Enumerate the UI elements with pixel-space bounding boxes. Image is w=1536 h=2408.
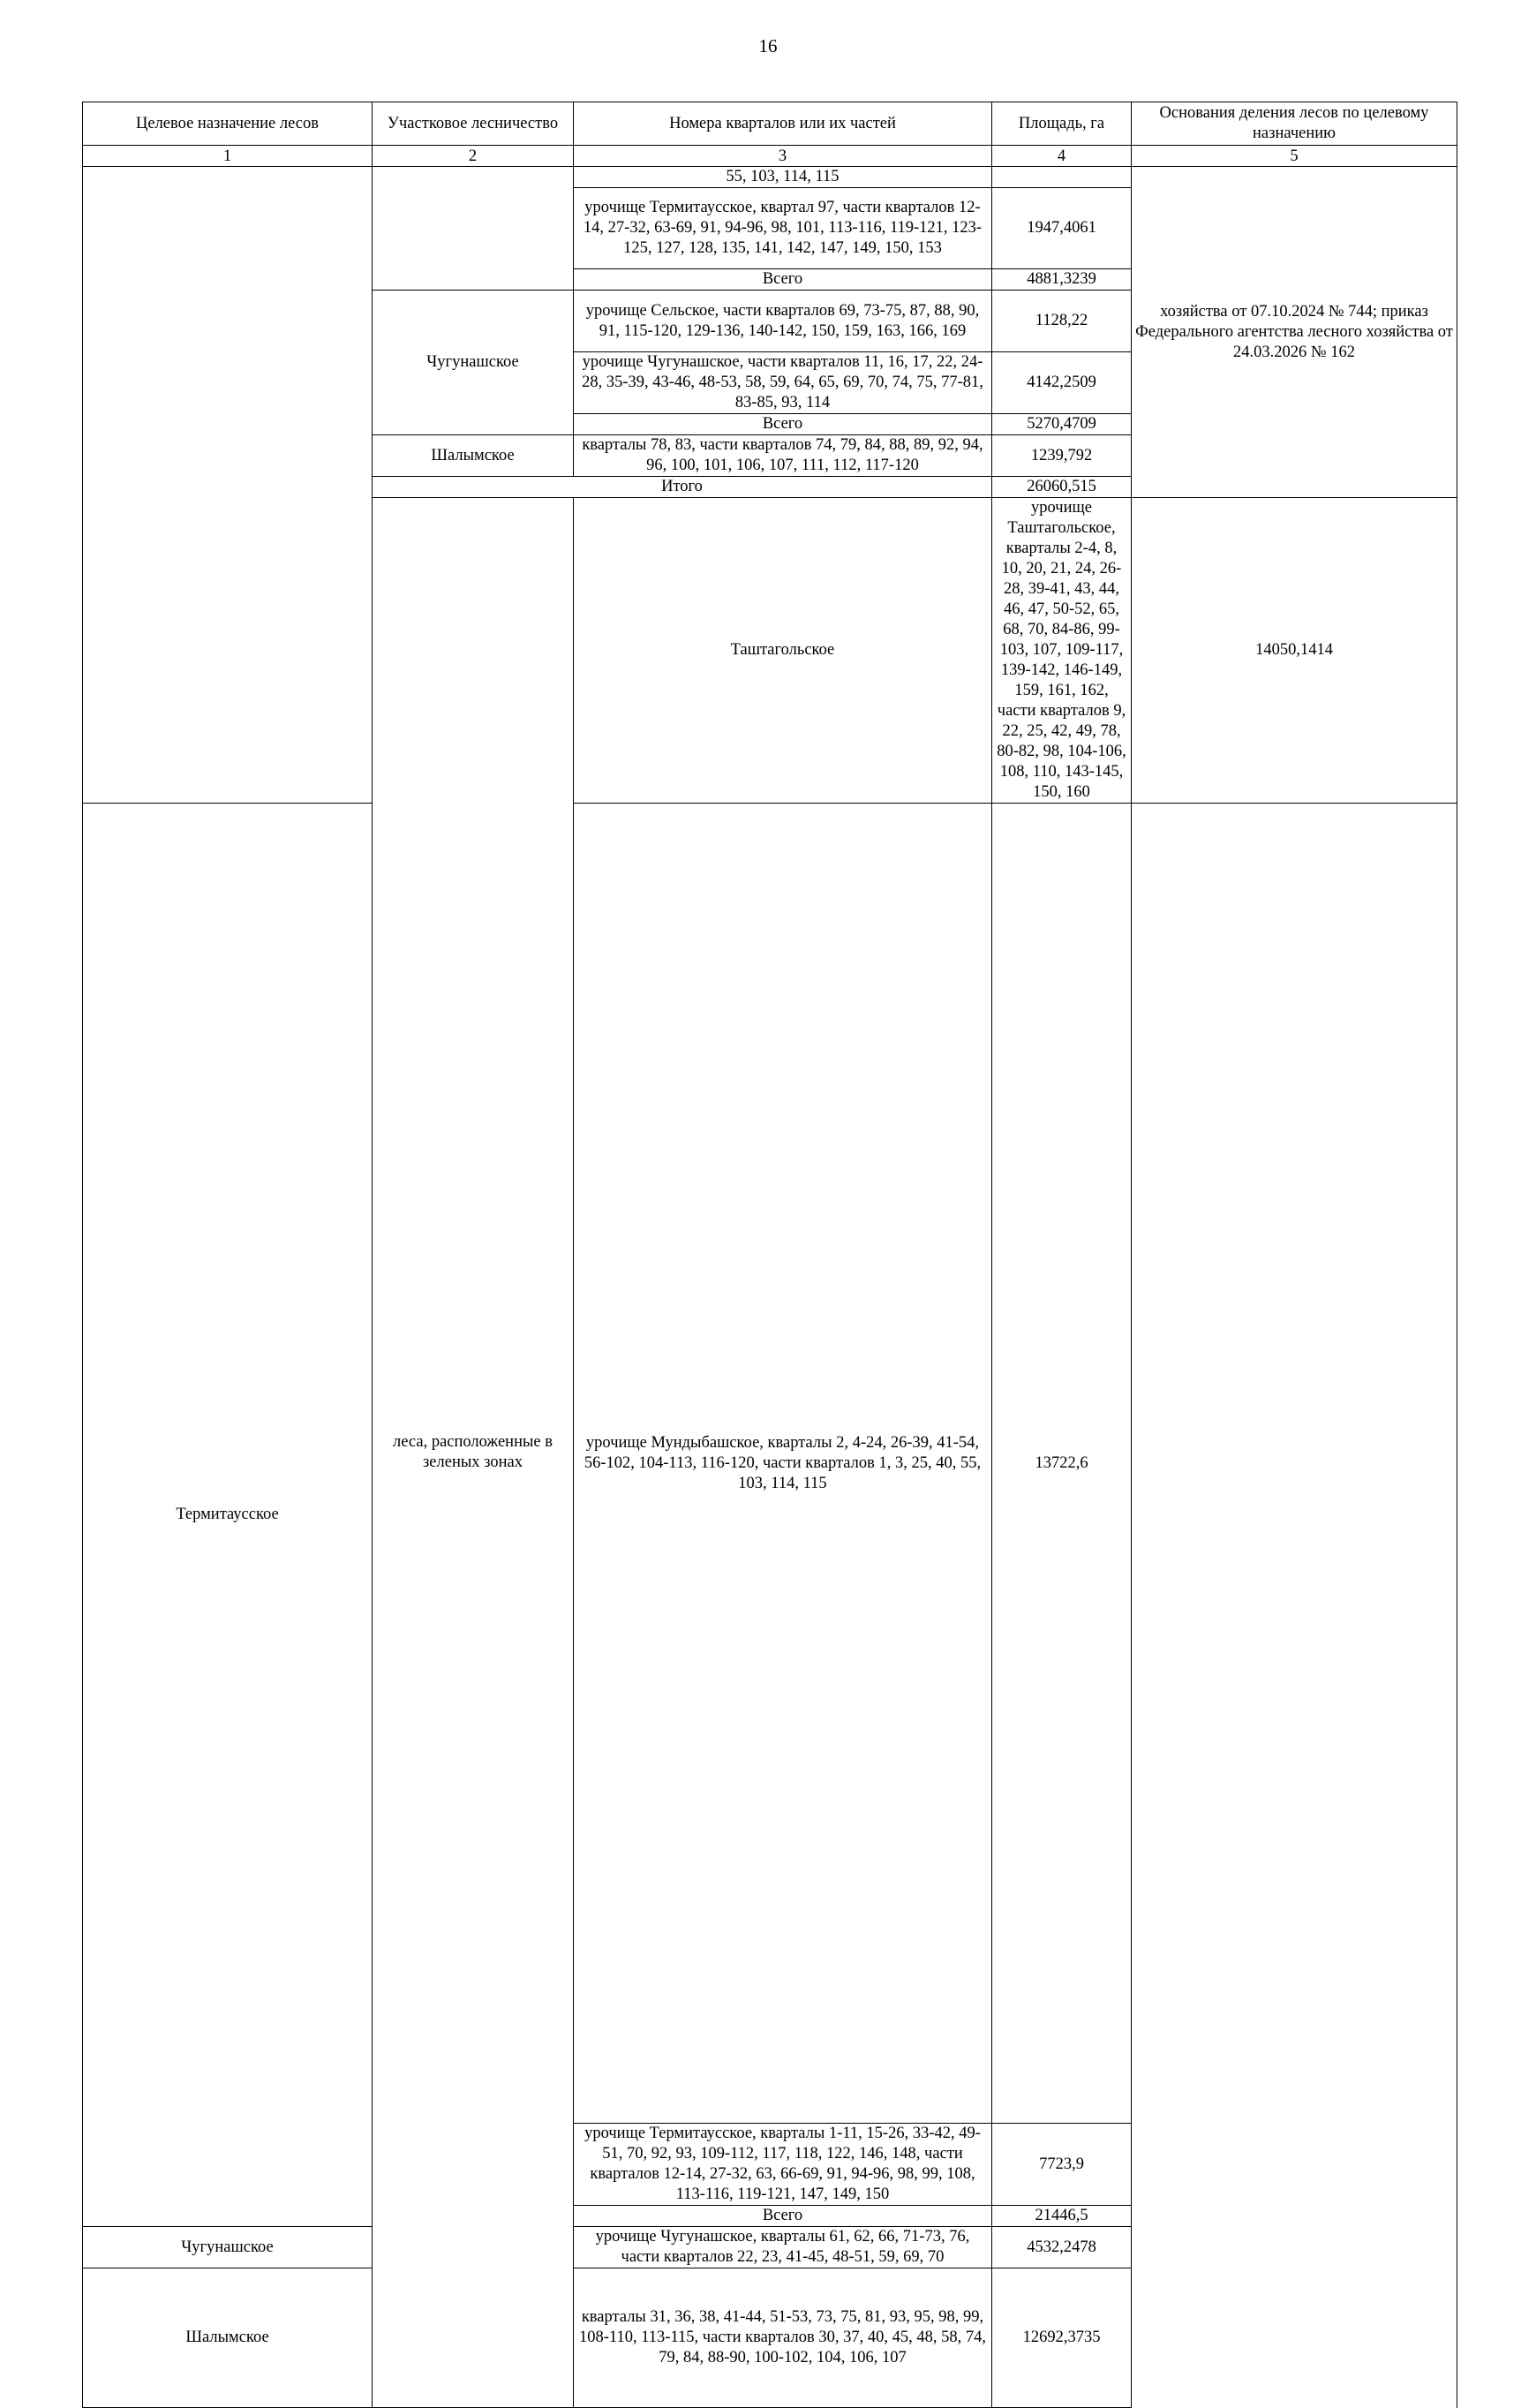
quarters-cell: урочище Таштагольское, кварталы 2-4, 8, 10, 20, 21, 24, 26-28, 39-41, 43, 44, 46, 47, 50-52, 65, 68, 70, 84-86, 99-103, 107, 109-117, 139-142, 146-149, 159, 161, 162, части кварталов 9, 22, 25, 42, 49, 78, 80-82, 98, 104-106, 108, 110, 143-145, 150, 160 [992, 498, 1132, 804]
area-cell: 12692,3735 [992, 2268, 1132, 2408]
quarters-cell: 55, 103, 114, 115 [574, 167, 992, 188]
forestry-cell-continued [373, 167, 574, 291]
subtotal-area: 5270,4709 [992, 414, 1132, 435]
subtotal-label: Всего [574, 2206, 992, 2227]
table-row [83, 167, 1457, 188]
table-row [83, 2227, 1457, 2268]
header-area: Площадь, га [992, 102, 1132, 146]
quarters-cell: кварталы 31, 36, 38, 41-44, 51-53, 73, 75, 81, 93, 95, 98, 99, 108-110, 113-115, части кварталов 30, 37, 40, 45, 48, 58, 74, 79, 84, 88-90, 100-102, 104, 106, 107 [574, 2268, 992, 2408]
quarters-cell: урочище Термитаусское, квартал 97, части кварталов 12-14, 27-32, 63-69, 91, 94-96, 98, 101, 113-116, 119-121, 123-125, 127, 128, 135, 141, 142, 147, 149, 150, 153 [574, 188, 992, 269]
column-number: 2 [373, 146, 574, 167]
area-cell: 14050,1414 [1132, 498, 1457, 804]
area-cell: 4142,2509 [992, 352, 1132, 414]
forestry-cell: Чугунашское [83, 2227, 373, 2268]
table-row [83, 804, 1457, 2124]
column-number: 1 [83, 146, 373, 167]
column-number: 5 [1132, 146, 1457, 167]
area-cell: 4532,2478 [992, 2227, 1132, 2268]
area-cell: 1947,4061 [992, 188, 1132, 269]
page-number: 16 [758, 35, 778, 57]
area-cell: 1239,792 [992, 435, 1132, 477]
quarters-cell: урочище Чугунашское, кварталы 61, 62, 66, 71-73, 76, части кварталов 22, 23, 41-45, 48-51, 59, 69, 70 [574, 2227, 992, 2268]
quarters-cell: урочище Сельское, части кварталов 69, 73-75, 87, 88, 90, 91, 115-120, 129-136, 140-142, 150, 159, 163, 166, 169 [574, 291, 992, 352]
quarters-cell: урочище Термитаусское, кварталы 1-11, 15-26, 33-42, 49-51, 70, 92, 93, 109-112, 117, 118, 122, 146, 148, части кварталов 12-14, 27-32, 63, 66-69, 91, 94-96, 98, 99, 108, 113-116, 119-121, 147, 149, 150 [574, 2124, 992, 2206]
table-header-row [83, 102, 1457, 146]
area-cell: 13722,6 [992, 804, 1132, 2124]
table-row [83, 2268, 1457, 2408]
total-label: Итого [373, 477, 992, 498]
subtotal-area: 21446,5 [992, 2206, 1132, 2227]
forestry-cell: Термитаусское [83, 804, 373, 2227]
forestry-cell: Чугунашское [373, 291, 574, 435]
quarters-cell: урочище Мундыбашское, кварталы 2, 4-24, 26-39, 41-54, 56-102, 104-113, 116-120, части кварталов 1, 3, 25, 40, 55, 103, 114, 115 [574, 804, 992, 2124]
basis-cell: хозяйства от 07.10.2024 № 744; приказ Федерального агентства лесного хозяйства от 24.03.2026 № 162 [1132, 167, 1457, 498]
forestry-cell: Шалымское [373, 435, 574, 477]
column-number: 4 [992, 146, 1132, 167]
area-cell: 1128,22 [992, 291, 1132, 352]
quarters-cell: урочище Чугунашское, части кварталов 11, 16, 17, 22, 24-28, 35-39, 43-46, 48-53, 58, 59, 64, 65, 69, 70, 74, 75, 77-81, 83-85, 93, 114 [574, 352, 992, 414]
column-numbers-row [83, 146, 1457, 167]
forestry-cell: Шалымское [83, 2268, 373, 2408]
forest-purpose-table [82, 102, 1457, 2408]
column-number: 3 [574, 146, 992, 167]
purpose-cell: леса, расположенные в зеленых зонах [373, 498, 574, 2408]
subtotal-label: Всего [574, 414, 992, 435]
subtotal-area: 4881,3239 [992, 269, 1132, 291]
quarters-cell: кварталы 78, 83, части кварталов 74, 79, 84, 88, 89, 92, 94, 96, 100, 101, 106, 107, 111, 112, 117-120 [574, 435, 992, 477]
header-basis: Основания деления лесов по целевому назначению [1132, 102, 1457, 146]
subtotal-label: Всего [574, 269, 992, 291]
header-purpose: Целевое назначение лесов [83, 102, 373, 146]
total-area: 26060,515 [992, 477, 1132, 498]
forestry-cell: Таштагольское [574, 498, 992, 804]
area-cell: 7723,9 [992, 2124, 1132, 2206]
area-cell [992, 167, 1132, 188]
header-forestry: Участковое лесничество [373, 102, 574, 146]
header-quarters: Номера кварталов или их частей [574, 102, 992, 146]
purpose-cell-continued [83, 167, 373, 804]
